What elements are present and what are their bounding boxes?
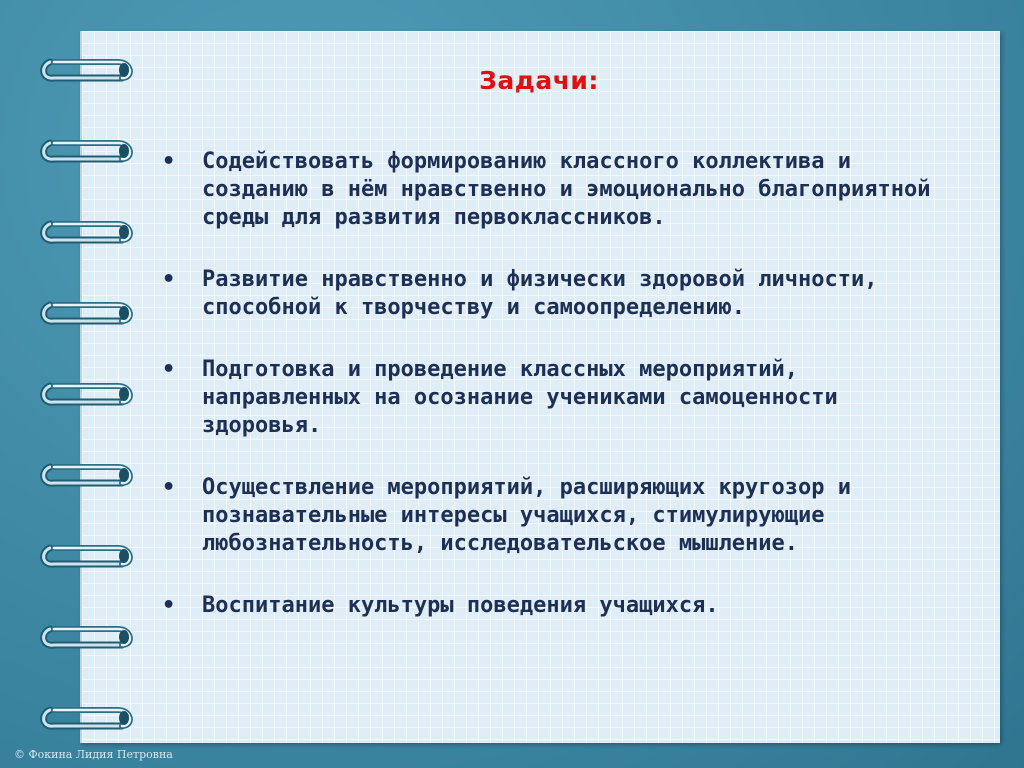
page-title: Задачи: (479, 66, 599, 95)
spiral-ring-icon (36, 372, 146, 412)
task-text: Осуществление мероприятий, расширяющих кругозор и познавательные интересы учащихся, стимулирующие любознательность, исследовательское мышление. (202, 475, 852, 556)
bullet-icon: • (162, 357, 176, 382)
spiral-ring-icon (36, 291, 146, 331)
bullet-icon: • (162, 475, 176, 500)
list-item (162, 356, 942, 440)
spiral-ring-icon (36, 129, 146, 169)
spiral-ring-icon (36, 210, 146, 250)
task-text: Воспитание культуры поведения учащихся. (202, 593, 719, 618)
task-list (162, 148, 942, 654)
task-text: Подготовка и проведение классных мероприятий, направленных на осознание учениками самоценности здоровья. (202, 357, 838, 438)
list-item (162, 592, 942, 620)
list-item (162, 474, 942, 558)
list-item (162, 148, 942, 232)
spiral-ring-icon (36, 453, 146, 493)
spiral-ring-icon (36, 696, 146, 736)
list-item (162, 266, 942, 322)
spiral-binding (36, 48, 146, 728)
bullet-icon: • (162, 267, 176, 292)
bullet-icon: • (162, 149, 176, 174)
task-text: Развитие нравственно и физически здоровой личности, способной к творчеству и самоопределению. (202, 267, 878, 320)
task-text: Содействовать формированию классного коллектива и созданию в нём нравственно и эмоционально благоприятной среды для развития первоклассников. (202, 149, 931, 230)
copyright-footer: © Фокина Лидия Петровна (14, 748, 173, 761)
bullet-icon: • (162, 593, 176, 618)
spiral-ring-icon (36, 615, 146, 655)
spiral-ring-icon (36, 534, 146, 574)
